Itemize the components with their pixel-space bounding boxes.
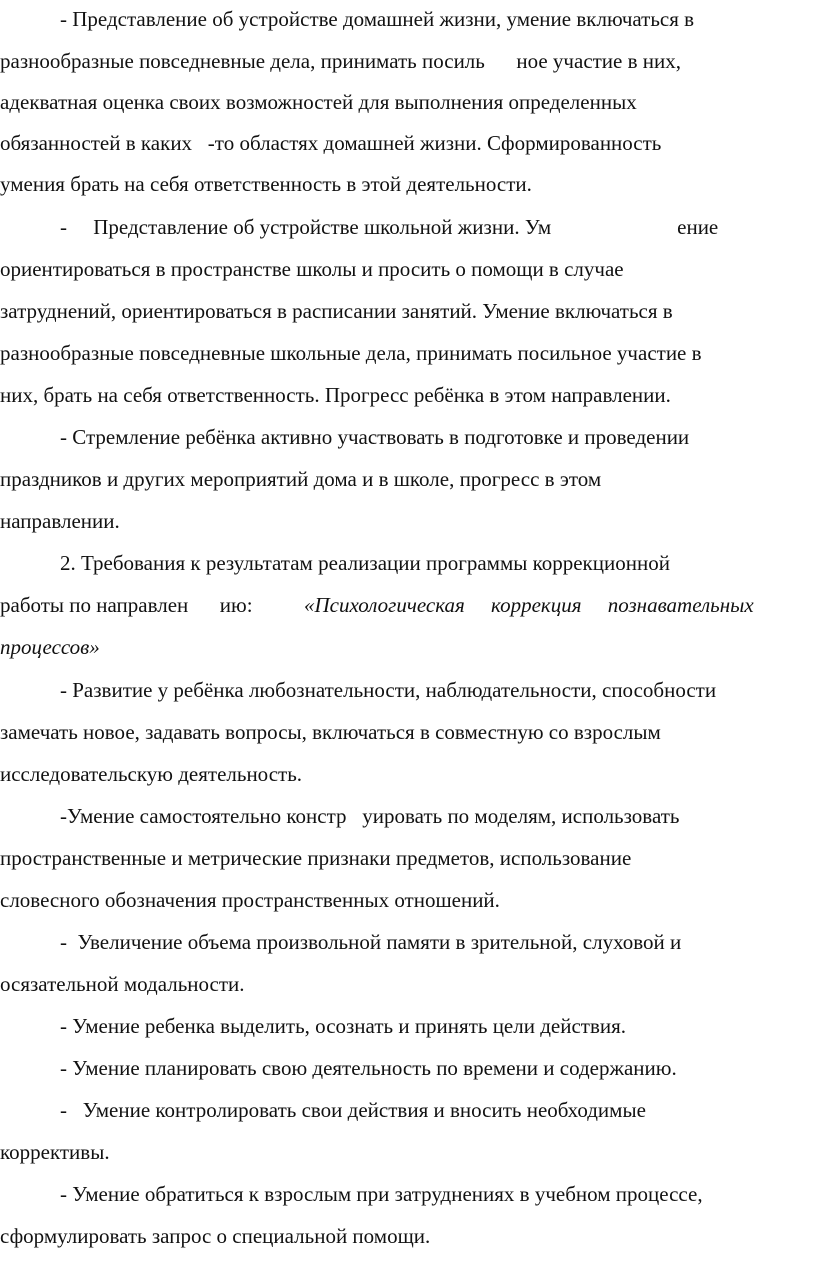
paragraph-line: праздников и других мероприятий дома и в школе, прогресс в этом: [0, 467, 602, 491]
paragraph-line: ориентироваться в пространстве школы и просить о помощи в случае: [0, 257, 624, 281]
paragraph-line: сформулировать запрос о специальной помощи.: [0, 1224, 431, 1248]
paragraph-line: осязательной модальности.: [0, 972, 245, 996]
paragraph-line: адекватная оценка своих возможностей для выполнения определенных: [0, 90, 637, 114]
section-heading-italic: «Психологическая коррекция познавательных: [304, 593, 754, 617]
paragraph-line: - Увеличение объема произвольной памяти в зрительной, слуховой и: [60, 930, 682, 954]
paragraph-line: - Представление об устройстве домашней жизни, умение включаться в: [60, 7, 695, 31]
paragraph-line: - Стремление ребёнка активно участвовать в подготовке и проведении: [60, 425, 690, 449]
paragraph-line: затруднений, ориентироваться в расписании занятий. Умение включаться в: [0, 299, 673, 323]
paragraph-line: словесного обозначения пространственных отношений.: [0, 888, 500, 912]
paragraph-line: - Умение контролировать свои действия и вносить необходимые: [60, 1098, 646, 1122]
paragraph-line: разнообразные повседневные дела, принимать посиль ное участие в них,: [0, 49, 682, 73]
section-heading-line: 2. Требования к результатам реализации программы коррекционной: [60, 551, 670, 575]
section-heading-italic: процессов»: [0, 635, 100, 659]
paragraph-line: замечать новое, задавать вопросы, включаться в совместную со взрослым: [0, 720, 661, 744]
paragraph-line: направлении.: [0, 509, 120, 533]
paragraph-line: - Умение обратиться к взрослым при затруднениях в учебном процессе,: [60, 1182, 703, 1206]
paragraph-line: -Умение самостоятельно констр уировать по моделям, использовать: [60, 804, 680, 828]
paragraph-line: них, брать на себя ответственность. Прогресс ребёнка в этом направлении.: [0, 383, 671, 407]
paragraph-line: пространственные и метрические признаки предметов, использование: [0, 846, 632, 870]
paragraph-line: - Умение планировать свою деятельность по времени и содержанию.: [60, 1056, 677, 1080]
paragraph-line: коррективы.: [0, 1140, 110, 1164]
paragraph-line: обязанностей в каких -то областях домашней жизни. Сформированность: [0, 131, 662, 155]
paragraph-line: - Умение ребенка выделить, осознать и принять цели действия.: [60, 1014, 627, 1038]
paragraph-line: - Представление об устройстве школьной жизни. Ум ение: [60, 215, 719, 239]
paragraph-line: умения брать на себя ответственность в этой деятельности.: [0, 172, 532, 196]
paragraph-line: - Развитие у ребёнка любознательности, наблюдательности, способности: [60, 678, 717, 702]
section-heading-line: работы по направлен ию:: [0, 593, 253, 617]
paragraph-line: исследовательскую деятельность.: [0, 762, 303, 786]
paragraph-line: разнообразные повседневные школьные дела, принимать посильное участие в: [0, 341, 702, 365]
